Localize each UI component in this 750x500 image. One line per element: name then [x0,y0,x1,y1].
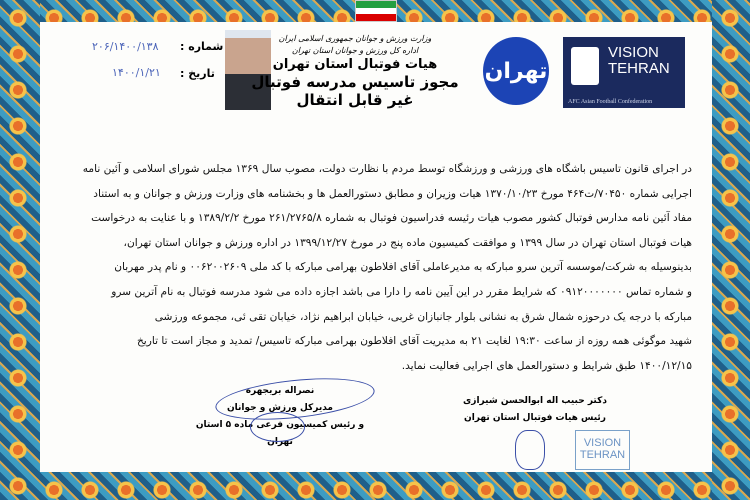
signer-name: دکتر حبیب اله ابوالحسن شیرازی [463,396,607,406]
page-subtitle: غیر قابل انتقال [296,91,414,109]
vision-tehran-logo [563,37,685,108]
body-line: اجرایی شماره ۷۰۴۵۰/ت۴۶۴ مورخ ۱۳۷۰/۱۰/۲۳ هیات وزیران و مطابق دستورالعمل ها و بخشنامه های وزارت ورزش و جوانان و به استناد [93,187,692,200]
ornamental-border-right [712,0,750,500]
body-line: شهید موگوئی همه روزه از ساعت ۱۹:۳۰ لغایت ۲۱ به مدیریت آقای افلاطون بهرامی مبارکه تاسیس/ تمدید و مجاز است تا تاریخ [136,335,692,348]
ornamental-border-left [0,0,40,500]
signer-role-2: و رئیس کمیسیون فرعی ماده ۵ استان تهران [195,420,365,447]
signer-role: رئیس هیات فوتبال استان تهران [464,413,606,423]
federation-emblem-icon [571,47,599,85]
ornamental-border-bottom [0,472,750,500]
handwritten-signature [515,430,545,470]
number-value: ۲۰۶/۱۴۰۰/۱۳۸ [92,40,159,53]
iran-flag-icon [355,0,397,22]
certificate-header [250,33,460,109]
handwritten-signature [250,412,305,442]
vision-tehran-stamp [575,430,630,470]
ministry-name: وزارت ورزش و جوانان جمهوری اسلامی ایران [278,34,432,43]
body-line: بدینوسیله به شرکت/موسسه آترین سرو مبارکه به مدیرعاملی آقای افلاطون بهرامی مبارکه با کد ملی ۰۰۶۲۰۰۲۶۰۹ و نام پدر مهربان [114,261,692,274]
afc-text: AFC Asian Football Confederation [568,99,653,105]
body-line: مفاد آئین نامه مدارس فوتبال کشور مصوب هیات رئیسه فدراسیون فوتبال به شماره ۲۶۱/۲۷۶۵/۸ مورخ ۱۳۸۹/۲/۲ و با عنایت به درخواست [91,212,692,225]
department-name: اداره کل ورزش و جوانان استان تهران [291,46,419,55]
vision-tehran-text: VISION TEHRAN [608,44,670,77]
tehran-logo [483,37,549,105]
number-label: شماره : [180,40,224,53]
date-label: تاریخ : [180,67,215,80]
signer-role: مدیرکل ورزش و جوانان [226,403,334,413]
page-title: مجوز تاسیس مدرسه فوتبال [251,73,459,91]
board-name: هیات فوتبال استان تهران [272,57,438,72]
body-line: ۱۴۰۰/۱۲/۱۵ طبق شرایط و دستورالعمل های اجرایی فعالیت نماید. [401,359,692,372]
body-line: هیات فوتبال استان تهران در سال ۱۳۹۹ و موافقت کمیسیون ماده پنج در مورخ ۱۳۹۹/۱۲/۲۷ در اداره ورزش و جوانان استان تهران، [123,236,692,249]
body-line: مبارکه با درجه یک درحوزه شمال شرق به نشانی بلوار جانبازان غربی، خیابان ابراهیم نژاد، خیابان تقی ئی، مجموعه ورزشی [154,310,692,323]
signature-right [455,393,615,427]
body-line: در اجرای قانون تاسیس باشگاه های ورزشی و ورزشگاه توسط مردم با نظارت دولت، مصوب سال ۱۳۶۹ مجلس شورای اسلامی و آئین نامه [82,163,692,175]
stamp-text: VISION TEHRAN [579,437,626,461]
body-line: و شماره تماس ۰۹۱۲۰۰۰۰۰۰۰ که شرایط مقرر در این آیین نامه را دارا می باشد اجازه داده می شود مدرسه فوتبال به نام آترین سرو [111,285,692,298]
certificate-body [70,157,692,378]
date-value: ۱۴۰۰/۱/۲۱ [112,66,161,79]
tehran-logo-text: تهران [484,58,548,84]
signer-name: نصراله بریجهره [245,386,315,396]
